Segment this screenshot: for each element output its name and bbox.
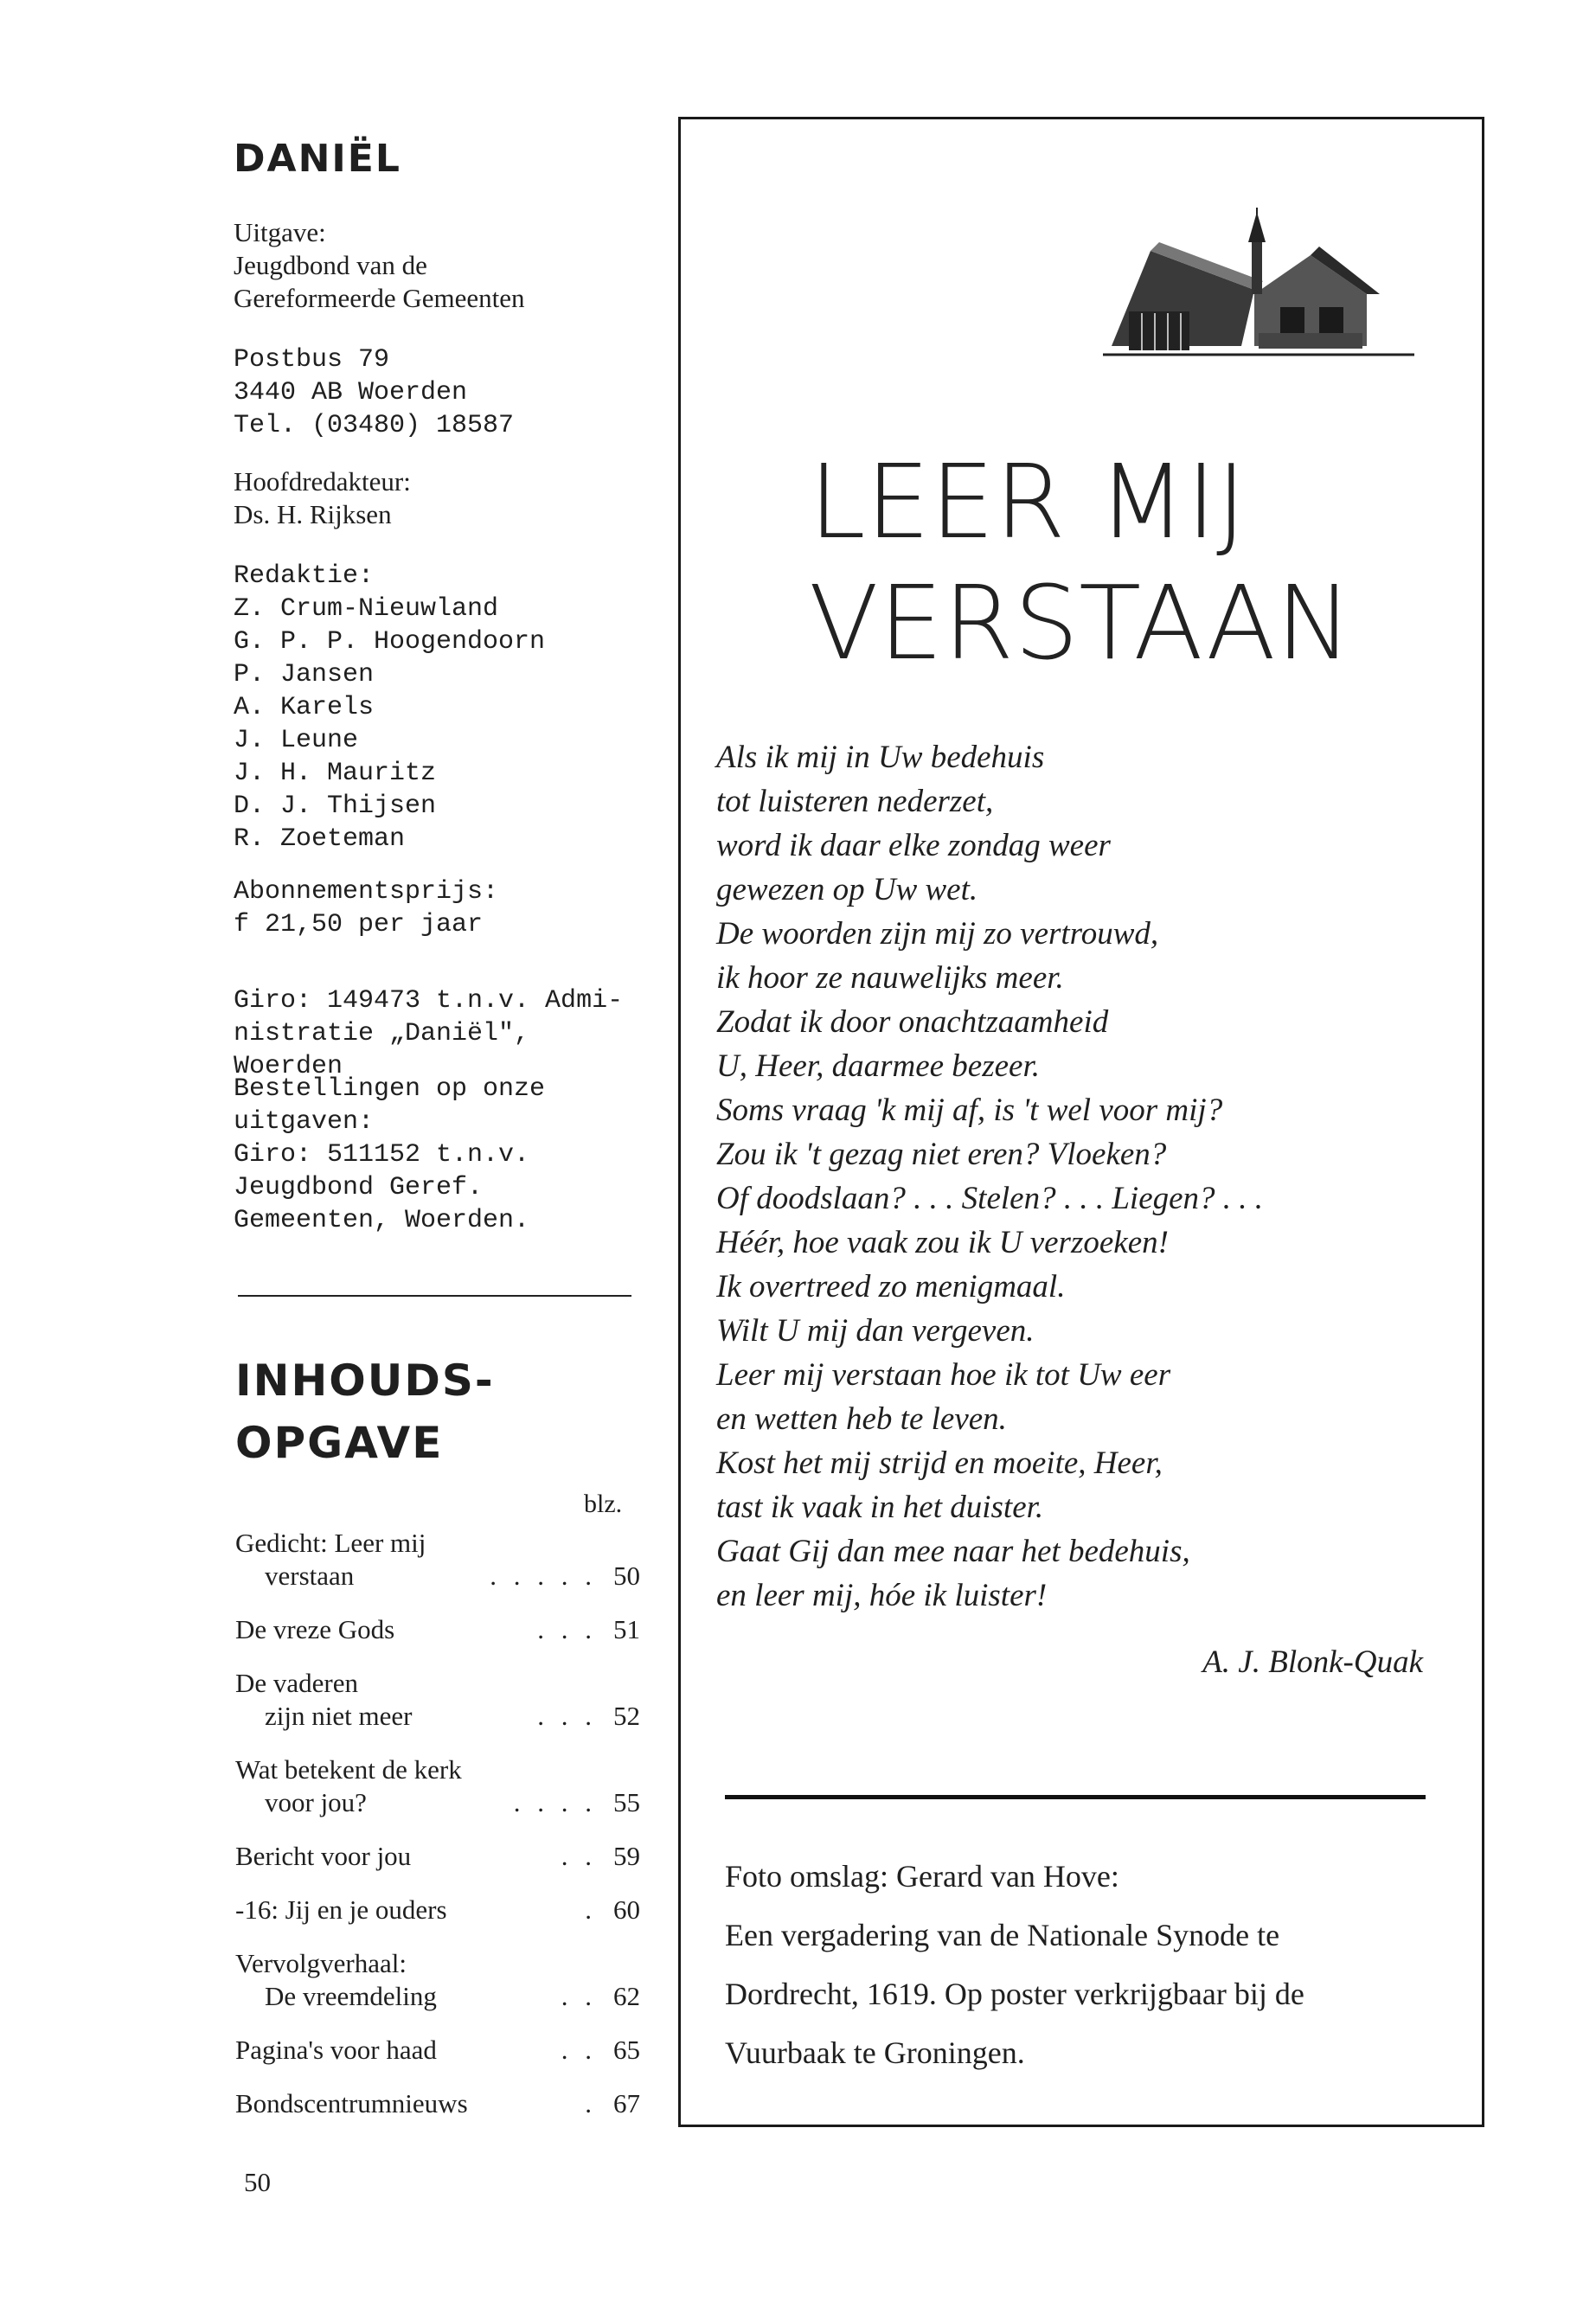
giro-line: Giro: 149473 t.n.v. Admi- <box>234 986 624 1016</box>
divider <box>238 1295 631 1297</box>
toc-page: 51 <box>613 1614 640 1644</box>
address-block <box>234 343 640 442</box>
giro-line: nistratie „Daniël", Woerden <box>234 1019 530 1081</box>
toc-item: De vaderen zijn niet meer . . . 52 <box>235 1668 640 1731</box>
poem-line: Als ik mij in Uw bedehuis <box>716 740 1045 775</box>
orders-line: uitgaven: <box>234 1107 375 1137</box>
poem-line: en wetten heb te leven. <box>716 1401 1007 1437</box>
poem-line: Gaat Gij dan mee naar het bedehuis, <box>716 1534 1190 1569</box>
caption-line: Vuurbaak te Groningen. <box>725 2035 1025 2070</box>
giro-block <box>234 984 640 1083</box>
page-number: 50 <box>244 2167 271 2197</box>
board-block <box>234 560 640 856</box>
poem-line: Héér, hoe vaak zou ik U verzoeken! <box>716 1225 1169 1260</box>
poem-line: gewezen op Uw wet. <box>716 872 978 907</box>
poem-line: tot luisteren nederzet, <box>716 784 994 819</box>
board-member: J. Leune <box>234 726 359 755</box>
poem-line: en leer mij, hóe ik luister! <box>716 1578 1048 1613</box>
caption-line: Een vergadering van de Nationale Synode te <box>725 1918 1280 1952</box>
toc-item: -16: Jij en je ouders . 60 <box>235 1894 640 1925</box>
toc-item: Wat betekent de kerk voor jou? . . . . 55 <box>235 1754 640 1817</box>
church-icon <box>1103 208 1414 372</box>
board-member: J. H. Mauritz <box>234 759 437 788</box>
poem-line: word ik daar elke zondag weer <box>716 828 1111 863</box>
publisher-label: Uitgave: <box>234 217 326 247</box>
editor-block <box>234 465 640 531</box>
toc-item: De vreze Gods . . . 51 <box>235 1614 640 1644</box>
board-member: P. Jansen <box>234 660 375 689</box>
poem-line: Leer mij verstaan hoe ik tot Uw eer <box>716 1357 1171 1393</box>
poem-line: tast ik vaak in het duister. <box>716 1490 1044 1525</box>
address-line: Postbus 79 <box>234 345 390 375</box>
publisher-line: Gereformeerde Gemeenten <box>234 283 525 313</box>
orders-line: Bestellingen op onze <box>234 1074 546 1104</box>
editor-name: Ds. H. Rijksen <box>234 499 392 529</box>
poem-line: Zou ik 't gezag niet eren? Vloeken? <box>716 1137 1167 1172</box>
caption-line: Dordrecht, 1619. Op poster verkrijgbaar bij de <box>725 1977 1304 2011</box>
poem-line: De woorden zijn mij zo vertrouwd, <box>716 916 1159 952</box>
toc-page: 50 <box>613 1561 640 1591</box>
subscription-block <box>234 875 640 941</box>
address-line: 3440 AB Woerden <box>234 378 468 407</box>
orders-block <box>234 1073 640 1237</box>
poem-title: LEER MIJ VERSTAAN <box>809 442 1353 683</box>
toc-item: Pagina's voor haad . . 65 <box>235 2035 640 2065</box>
publisher-block <box>234 216 640 315</box>
board-member: A. Karels <box>234 693 375 722</box>
toc-item: Vervolgverhaal: De vreemdeling . . 62 <box>235 1948 640 2011</box>
caption-line: Foto omslag: Gerard van Hove: <box>725 1859 1119 1894</box>
board-member: G. P. P. Hoogendoorn <box>234 627 546 657</box>
toc-page: 59 <box>613 1841 640 1871</box>
toc-page: 52 <box>613 1701 640 1731</box>
toc-item: Bondscentrumnieuws . 67 <box>235 2088 640 2118</box>
subscription-price: f 21,50 per jaar <box>234 910 484 939</box>
toc-page: 67 <box>613 2088 640 2118</box>
toc-page: 55 <box>613 1787 640 1817</box>
poem-line: Zodat ik door onachtzaamheid <box>716 1004 1109 1040</box>
poem-line: Wilt U mij dan vergeven. <box>716 1313 1035 1349</box>
poem-line: Ik overtreed zo menigmaal. <box>716 1269 1066 1304</box>
board-member: Z. Crum-Nieuwland <box>234 594 499 624</box>
toc-page: 62 <box>613 1981 640 2011</box>
poem-author: A. J. Blonk-Quak <box>1202 1644 1423 1680</box>
cover-caption <box>725 1847 1434 2082</box>
toc-item: Gedicht: Leer mij verstaan . . . . . 50 <box>235 1528 640 1591</box>
toc-item: Bericht voor jou . . 59 <box>235 1841 640 1871</box>
publisher-line: Jeugdbond van de <box>234 250 427 280</box>
board-member: R. Zoeteman <box>234 824 406 854</box>
toc-page: 65 <box>613 2035 640 2065</box>
subscription-label: Abonnementsprijs: <box>234 877 499 907</box>
orders-line: Jeugdbond Geref. <box>234 1173 484 1202</box>
board-label: Redaktie: <box>234 561 375 591</box>
toc-page-header: blz. <box>584 1490 623 1518</box>
address-line: Tel. (03480) 18587 <box>234 411 515 440</box>
poem-line: Soms vraag 'k mij af, is 't wel voor mij? <box>716 1093 1223 1128</box>
orders-line: Gemeenten, Woerden. <box>234 1206 530 1235</box>
editor-label: Hoofdredakteur: <box>234 466 411 497</box>
toc-title: INHOUDS- OPGAVE <box>235 1356 495 1468</box>
table-of-contents <box>235 1527 640 2141</box>
poem-line: Of doodslaan? . . . Stelen? . . . Liegen? . . . <box>716 1181 1264 1216</box>
poem-line: U, Heer, daarmee bezeer. <box>716 1048 1041 1084</box>
toc-page: 60 <box>613 1894 640 1925</box>
poem-line: ik hoor ze nauwelijks meer. <box>716 960 1064 996</box>
orders-line: Giro: 511152 t.n.v. <box>234 1140 530 1170</box>
magazine-title: DANIËL <box>234 137 401 181</box>
caption-divider <box>725 1795 1426 1799</box>
board-member: D. J. Thijsen <box>234 792 437 821</box>
poem-line: Kost het mij strijd en moeite, Heer, <box>716 1445 1163 1481</box>
poem-text <box>716 735 1443 1618</box>
